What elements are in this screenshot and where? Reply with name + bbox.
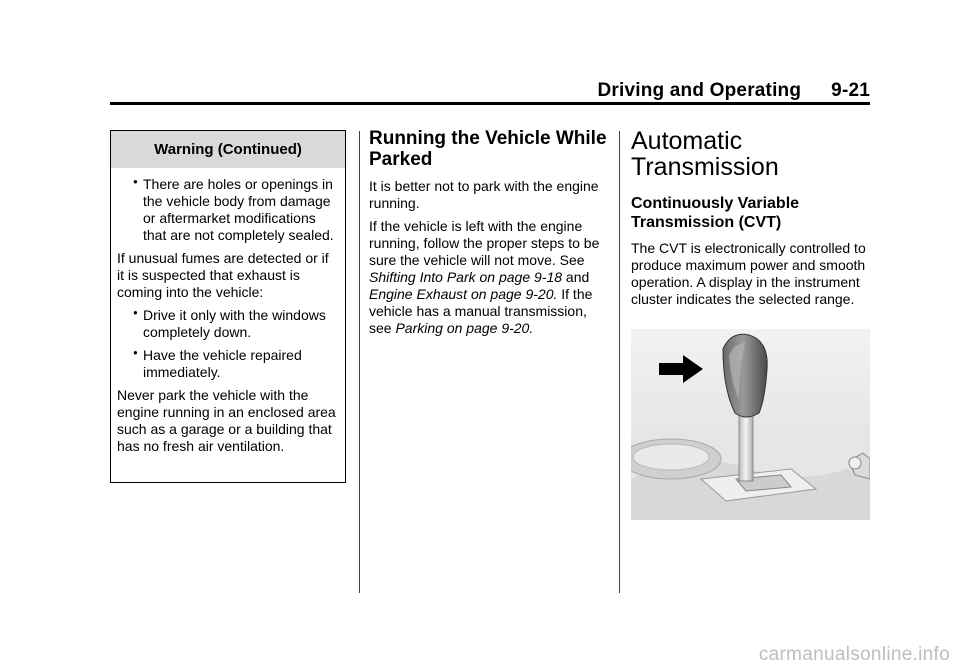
bullet-text: Drive it only with the windows completely down.	[143, 307, 326, 340]
cross-reference-link[interactable]: Engine Exhaust on page 9-20.	[369, 286, 558, 302]
chapter-heading: Automatic Transmission	[631, 127, 779, 181]
paragraph-text: and	[562, 269, 590, 285]
column-running-parked	[369, 128, 609, 343]
warning-paragraph: If unusual fumes are detected or if it is suspected that exhaust is coming into the vehicle:	[117, 250, 329, 300]
shift-lever-illustration	[631, 329, 870, 520]
cross-reference-link[interactable]: Shifting Into Park on page 9-18	[369, 269, 563, 285]
bullet-text: Have the vehicle repaired immediately.	[143, 347, 302, 380]
header-rule	[110, 102, 870, 105]
paragraph-text: If the vehicle has a manual transmission, see	[369, 286, 593, 336]
paragraph: The CVT is electronically controlled to produce maximum power and smooth operation. A display in the instrument cluster indicates the selected range.	[631, 240, 866, 307]
warning-bullet	[117, 176, 337, 244]
bullet-icon: ●	[133, 177, 138, 186]
warning-bullet	[117, 307, 337, 341]
bullet-icon: ●	[133, 308, 138, 317]
warning-bullet	[117, 347, 337, 381]
section-heading: Running the Vehicle While Parked	[369, 128, 607, 170]
cross-reference-link[interactable]: Parking on page 9-20.	[395, 320, 534, 336]
bullet-icon: ●	[133, 348, 138, 357]
warning-body	[111, 168, 345, 455]
page-number: 9-21	[831, 80, 870, 101]
paragraph-text: If the vehicle is left with the engine running, follow the proper steps to be sure the vehicle will not move. See	[369, 218, 600, 268]
warning-title: Warning (Continued)	[111, 131, 345, 168]
paragraph	[369, 218, 609, 337]
section-title: Driving and Operating	[597, 80, 802, 101]
bullet-text: There are holes or openings in the vehicle body from damage or aftermarket modifications that are not completely sealed.	[143, 176, 334, 243]
warning-box	[110, 130, 346, 483]
paragraph: It is better not to park with the engine running.	[369, 178, 599, 211]
column-automatic-transmission	[631, 128, 871, 314]
watermark: carmanualsonline.info	[758, 644, 950, 665]
shift-lever-icon	[631, 329, 870, 520]
column-divider	[359, 131, 360, 593]
warning-paragraph: Never park the vehicle with the engine running in an enclosed area such as a garage or a building that has no fresh air ventilation.	[117, 387, 336, 454]
header-text	[597, 80, 870, 102]
subsection-heading: Continuously Variable Transmission (CVT)	[631, 195, 800, 231]
page-header	[110, 80, 870, 102]
column-divider	[619, 131, 620, 593]
